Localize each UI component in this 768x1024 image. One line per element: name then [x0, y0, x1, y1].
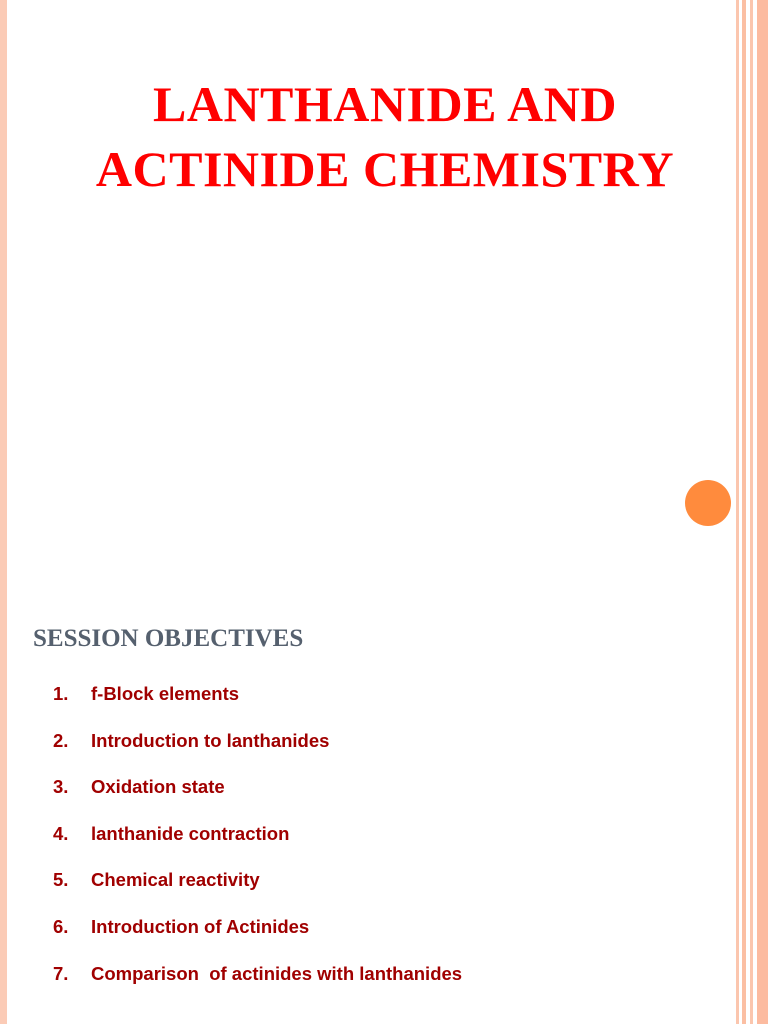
objectives-list: [53, 682, 462, 1008]
accent-dot: [685, 480, 731, 526]
slide-title: [30, 72, 740, 202]
section-heading: SESSION OBJECTIVES: [33, 625, 304, 652]
objective-number: 3.: [53, 776, 69, 798]
objective-number: 4.: [53, 822, 69, 844]
objective-text: f-Block elements: [91, 683, 240, 704]
right-stripe: [750, 0, 753, 1024]
objective-text: Comparison of actinides with lanthanides: [91, 962, 463, 984]
objective-text: Introduction to lanthanides: [91, 729, 330, 751]
objective-number: 7.: [53, 962, 69, 984]
objective-item: [53, 915, 462, 962]
slide-title-line-1: LANTHANIDE AND: [152, 76, 617, 132]
left-border-decoration: [0, 0, 7, 1024]
objective-text: lanthanide contraction: [91, 822, 290, 844]
objective-item: [53, 729, 462, 776]
slide-title-line-2: ACTINIDE CHEMISTRY: [95, 141, 675, 197]
objective-item: [53, 682, 462, 729]
objective-text: Introduction of Actinides: [91, 915, 310, 937]
objective-text: Oxidation state: [91, 776, 225, 798]
objective-number: 5.: [53, 869, 69, 891]
objective-item: [53, 775, 462, 822]
objective-item: [53, 822, 462, 869]
right-stripe: [742, 0, 746, 1024]
objective-item: [53, 868, 462, 915]
objective-text: Chemical reactivity: [91, 869, 260, 891]
right-stripe: [757, 0, 768, 1024]
objective-item: [53, 962, 462, 1009]
objective-number: 6.: [53, 915, 69, 937]
objective-number: 2.: [53, 729, 69, 751]
objective-number: 1.: [53, 683, 69, 704]
